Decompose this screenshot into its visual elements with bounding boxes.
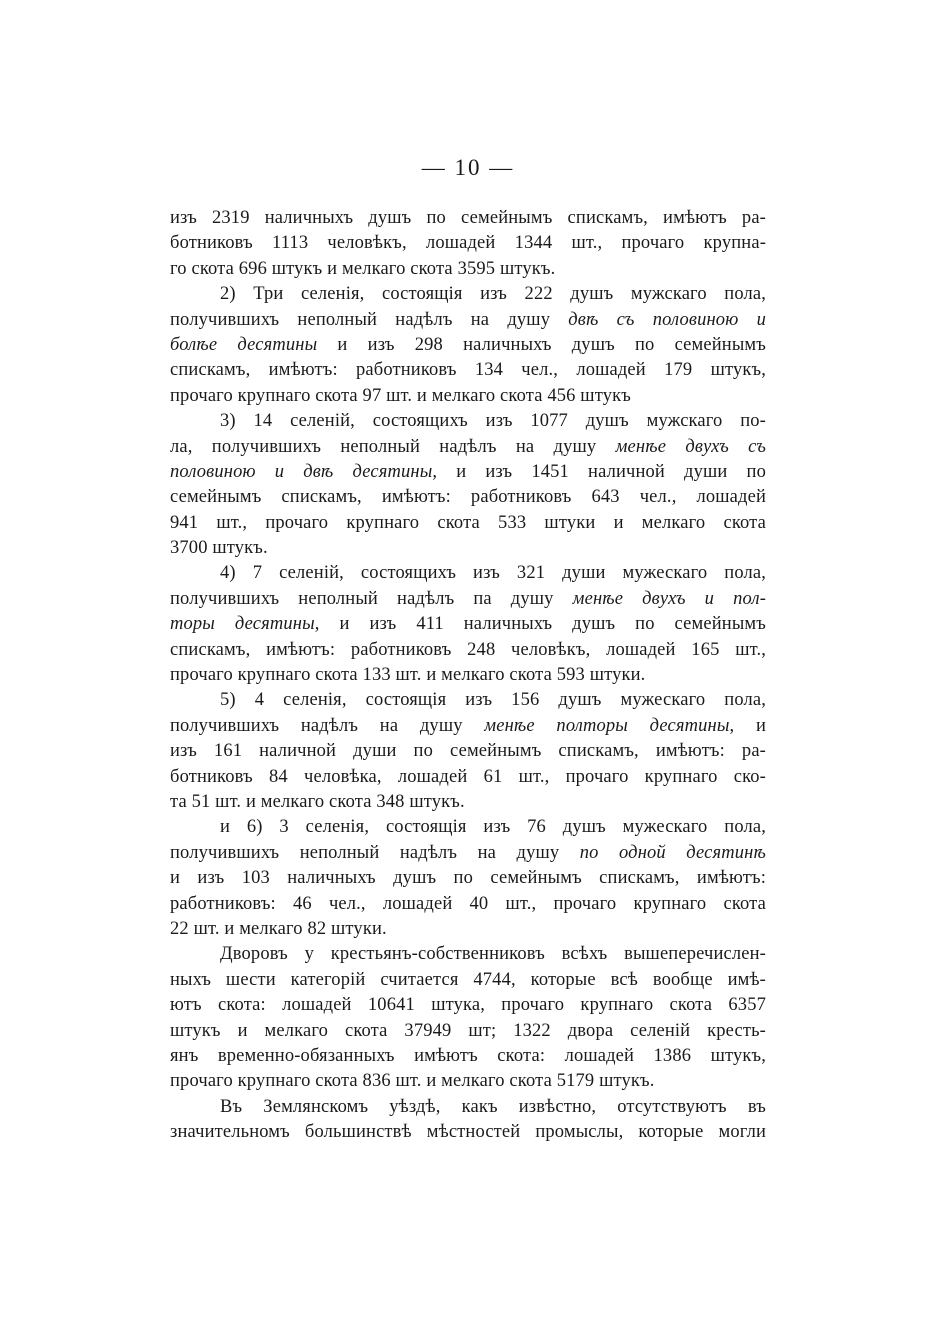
italic-text: двѣ съ половиною и [568, 309, 766, 330]
text-segment: янъ временно-обязанныхъ имѣютъ скота: лошадей 1386 штукъ, [170, 1045, 766, 1066]
italic-text: половиною и двѣ десятины [170, 461, 433, 482]
text-segment: изъ 2319 наличныхъ душъ по семейнымъ спискамъ, имѣютъ ра- [170, 208, 766, 228]
text-segment: го скота 696 штукъ и мелкаго скота 3595 штукъ. [170, 258, 556, 279]
text-segment: ла, получившихъ неполный надѣлъ на душу [170, 436, 616, 457]
text-segment: 2) Три селенія, состоящія изъ 222 душъ мужскаго пола, [220, 284, 766, 305]
paragraph [170, 561, 766, 688]
text-segment: Дворовъ у крестьянъ-собственниковъ всѣхъ вышеперечислен- [220, 944, 766, 965]
paragraph [170, 282, 766, 409]
text-segment: получившихъ неполный надѣлъ па душу [170, 588, 573, 609]
text-line [170, 663, 766, 688]
text-segment: , и [729, 715, 766, 736]
text-line [170, 587, 766, 612]
text-segment: 22 шт. и мелкаго 82 штуки. [170, 918, 387, 939]
text-line [170, 511, 766, 536]
text-segment: Въ Землянскомъ уѣздѣ, какъ извѣстно, отсутствуютъ въ [220, 1096, 766, 1117]
text-line [170, 409, 766, 434]
text-line [170, 1019, 766, 1044]
text-line [170, 257, 766, 282]
text-line [170, 358, 766, 383]
paragraph [170, 409, 766, 561]
text-line [170, 460, 766, 485]
text-line [170, 917, 766, 942]
text-line [170, 561, 766, 586]
text-segment: прочаго крупнаго скота 133 шт. и мелкаго скота 593 штуки. [170, 665, 646, 686]
text-segment: прочаго крупнаго скота 97 шт. и мелкаго скота 456 штукъ [170, 385, 631, 406]
italic-text: менѣе полторы десятины [484, 715, 730, 736]
text-segment: изъ 161 наличной души по семейнымъ спискамъ, имѣютъ: ра- [170, 741, 766, 762]
body-text [170, 206, 766, 1145]
text-line [170, 841, 766, 866]
text-segment: спискамъ, имѣютъ: работниковъ 134 чел., лошадей 179 штукъ, [170, 360, 766, 381]
text-segment: 5) 4 селенія, состоящія изъ 156 душъ мужескаго пола, [220, 690, 766, 711]
text-segment: ботниковъ 1113 человѣкъ, лошадей 1344 шт., прочаго крупна- [170, 233, 766, 254]
italic-text: болѣе десятины [170, 334, 318, 355]
text-segment: , и изъ 411 наличныхъ душъ по семейнымъ [314, 614, 766, 635]
text-line [170, 688, 766, 713]
text-segment: 3700 штукъ. [170, 538, 268, 559]
text-line [170, 282, 766, 307]
paragraph [170, 688, 766, 815]
text-line [170, 638, 766, 663]
text-segment: ютъ скота: лошадей 10641 штука, прочаго крупнаго скота 6357 [170, 995, 766, 1016]
text-segment: семейнымъ спискамъ, имѣютъ: работниковъ 643 чел., лошадей [170, 487, 766, 508]
text-segment: 941 шт., прочаго крупнаго скота 533 штуки и мелкаго скота [170, 512, 766, 533]
text-line [170, 993, 766, 1018]
text-line [170, 739, 766, 764]
text-segment: та 51 шт. и мелкаго скота 348 штукъ. [170, 791, 465, 812]
text-segment: прочаго крупнаго скота 836 шт. и мелкаго скота 5179 штукъ. [170, 1071, 655, 1092]
text-line [170, 892, 766, 917]
text-line [170, 1044, 766, 1069]
text-line [170, 231, 766, 256]
text-line [170, 308, 766, 333]
text-line [170, 815, 766, 840]
text-line [170, 612, 766, 637]
text-line [170, 1069, 766, 1094]
text-line [170, 1095, 766, 1120]
paragraph [170, 1095, 766, 1146]
text-line [170, 866, 766, 891]
text-line [170, 942, 766, 967]
text-segment: 4) 7 селеній, состоящихъ изъ 321 души мужескаго пола, [220, 563, 766, 584]
text-segment: получившихъ неполный надѣлъ на душу [170, 309, 569, 330]
text-segment: ботниковъ 84 человѣка, лошадей 61 шт., прочаго крупнаго ско- [170, 766, 766, 787]
text-segment: и изъ 298 наличныхъ душъ по семейнымъ [317, 334, 766, 355]
text-line [170, 714, 766, 739]
text-line [170, 790, 766, 815]
text-segment: и изъ 103 наличныхъ душъ по семейнымъ спискамъ, имѣютъ: [170, 868, 766, 889]
text-line [170, 485, 766, 510]
text-segment: ныхъ шести категорій считается 4744, которые всѣ вообще имѣ- [170, 969, 766, 990]
text-line [170, 435, 766, 460]
text-segment: спискамъ, имѣютъ: работниковъ 248 человѣкъ, лошадей 165 шт., [170, 639, 766, 660]
italic-text: по одной десятинѣ [579, 842, 766, 863]
text-segment: значительномъ большинствѣ мѣстностей промыслы, которые могли [170, 1122, 766, 1143]
page-number: — 10 — [421, 155, 515, 180]
text-segment: работниковъ: 46 чел., лошадей 40 шт., прочаго крупнаго скота [170, 893, 766, 914]
text-line [170, 765, 766, 790]
text-line [170, 333, 766, 358]
paragraph [170, 815, 766, 942]
italic-text: менѣе двухъ съ [615, 436, 766, 457]
text-segment: , и изъ 1451 наличной души по [432, 461, 766, 482]
text-line [170, 968, 766, 993]
text-segment: получившихъ неполный надѣлъ на душу [170, 842, 580, 863]
text-segment: 3) 14 селеній, состоящихъ изъ 1077 душъ мужскаго по- [220, 411, 766, 432]
text-segment: и 6) 3 селенія, состоящія изъ 76 душъ мужескаго пола, [220, 817, 766, 838]
italic-text: торы десятины [170, 614, 315, 635]
text-line [170, 384, 766, 409]
text-line [170, 206, 766, 231]
text-line [170, 536, 766, 561]
text-segment: штукъ и мелкаго скота 37949 шт; 1322 двора селеній кресть- [170, 1020, 766, 1041]
paragraph [170, 942, 766, 1094]
italic-text: менѣе двухъ и пол- [572, 588, 766, 609]
text-line [170, 1120, 766, 1145]
paragraph [170, 206, 766, 282]
text-segment: получившихъ надѣлъ на душу [170, 715, 485, 736]
